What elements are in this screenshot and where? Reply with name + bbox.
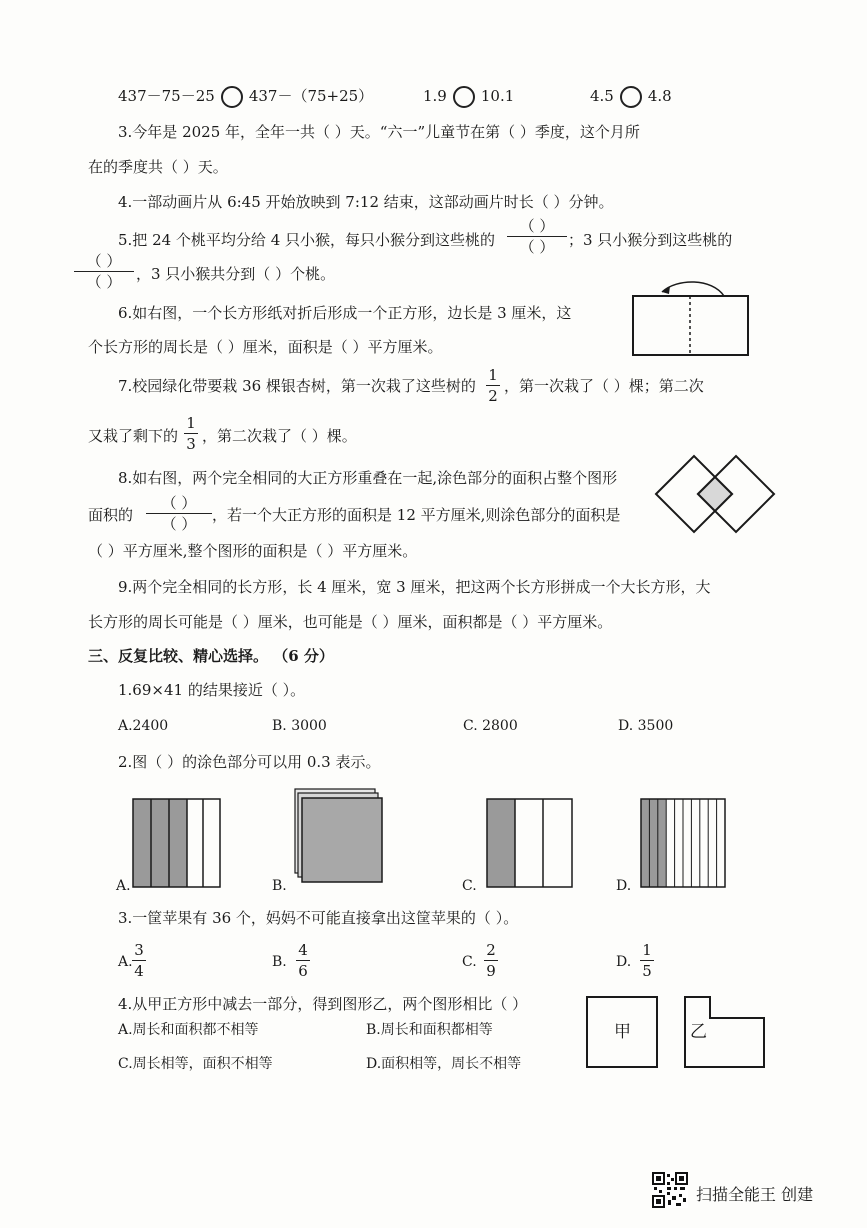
numerator: 4 (298, 941, 308, 959)
c3-option-b[interactable]: B. (272, 954, 287, 970)
c3-fraction-b (296, 941, 310, 980)
c2-figure-c (486, 798, 576, 890)
watermark-text: 扫描全能王 创建 (696, 1185, 814, 1204)
q7-line1b: ，第一次栽了（ ）棵；第二次 (504, 377, 704, 395)
c4-option-d[interactable]: D.面积相等，周长不相等 (366, 1056, 522, 1072)
q7-line1a: 7.校园绿化带要栽 36 棵银杏树，第一次栽了这些树的 (118, 377, 476, 395)
q3-line1: 3.今年是 2025 年，全年一共（ ）天。“六一”儿童节在第（ ）季度，这个月所 (118, 123, 640, 141)
q6-line2: 个长方形的周长是（ ）厘米，面积是（ ）平方厘米。 (88, 338, 443, 356)
c2-label-c[interactable]: C. (462, 878, 477, 894)
numerator-blank: （ ） (86, 252, 122, 270)
qr-code-icon (652, 1172, 688, 1208)
folded-rectangle-figure (632, 276, 749, 356)
c3-option-a[interactable]: A. (118, 954, 133, 970)
fraction-one-third (184, 414, 198, 453)
c1-question: 1.69×41 的结果接近（ ）。 (118, 681, 306, 699)
q8-fraction-blank[interactable] (146, 494, 212, 533)
c3-fraction-c (484, 941, 498, 980)
denominator: 2 (488, 387, 498, 405)
q9-line2: 长方形的周长可能是（ ）厘米，也可能是（ ）厘米，面积都是（ ）平方厘米。 (88, 613, 613, 631)
denominator: 4 (134, 962, 144, 980)
compare-2-right: 10.1 (480, 87, 515, 105)
c1-option-a[interactable]: A.2400 (118, 718, 169, 734)
numerator: 1 (642, 941, 652, 959)
compare-3-left: 4.5 (590, 87, 614, 105)
section-3-title: 三、反复比较、精心选择。 （6 分） (88, 647, 334, 665)
c2-label-a[interactable]: A. (116, 878, 131, 894)
numerator: 1 (186, 414, 196, 432)
denominator-blank: （ ） (86, 273, 122, 291)
q5-fraction-blank-1[interactable] (507, 217, 567, 256)
label-jia: 甲 (614, 1022, 631, 1042)
q4-line1: 4.一部动画片从 6:45 开始放映到 7:12 结束，这部动画片时长（ ）分钟。 (118, 193, 614, 211)
c2-label-b[interactable]: B. (272, 878, 287, 894)
overlapping-squares-figure (654, 452, 778, 536)
c2-label-d[interactable]: D. (616, 878, 632, 894)
denominator: 9 (486, 962, 496, 980)
denominator: 5 (642, 962, 652, 980)
compare-circle[interactable] (221, 86, 243, 108)
c4-option-c[interactable]: C.周长相等，面积不相等 (118, 1056, 273, 1072)
q5-line1a: 5.把 24 个桃平均分给 4 只小猴，每只小猴分到这些桃的 (118, 231, 496, 249)
c2-figure-a (132, 798, 222, 890)
q5-line2: ，3 只小猴共分到（ ）个桃。 (136, 265, 336, 283)
q8-line1: 8.如右图，两个完全相同的大正方形重叠在一起,涂色部分的面积占整个图形 (118, 469, 618, 487)
q3-line2: 在的季度共（ ）天。 (88, 158, 228, 176)
denominator: 6 (298, 962, 308, 980)
compare-2-left: 1.9 (423, 87, 447, 105)
compare-1-left: 437－75－25 (118, 87, 215, 105)
c1-option-c[interactable]: C. 2800 (463, 718, 518, 734)
numerator-blank: （ ） (519, 217, 555, 235)
q7-line2a: 又栽了剩下的 (88, 427, 179, 445)
compare-row (118, 86, 373, 108)
c4-option-a[interactable]: A.周长和面积都不相等 (118, 1022, 259, 1038)
numerator: 3 (134, 941, 144, 959)
c3-option-d[interactable]: D. (616, 954, 632, 970)
c4-option-b[interactable]: B.周长和面积都相等 (366, 1022, 493, 1038)
q5-fraction-blank-2[interactable] (74, 252, 134, 291)
q6-line1: 6.如右图，一个长方形纸对折后形成一个正方形，边长是 3 厘米，这 (118, 304, 572, 322)
q8-line3: （ ）平方厘米,整个图形的面积是（ ）平方厘米。 (88, 542, 418, 560)
numerator-blank: （ ） (161, 494, 197, 512)
c3-question: 3.一筐苹果有 36 个，妈妈不可能直接拿出这筐苹果的（ ）。 (118, 909, 519, 927)
c2-question: 2.图（ ）的涂色部分可以用 0.3 表示。 (118, 753, 381, 771)
compare-3-right: 4.8 (647, 87, 672, 105)
c2-figure-b (294, 788, 384, 886)
c3-fraction-d (640, 941, 654, 980)
denominator-blank: （ ） (161, 515, 197, 533)
c1-option-d[interactable]: D. 3500 (618, 718, 674, 734)
c1-option-b[interactable]: B. 3000 (272, 718, 327, 734)
c2-figure-d (640, 798, 730, 890)
q8-line2a: 面积的 (88, 506, 134, 524)
q5-line1b: ；3 只小猴分到这些桃的 (568, 231, 733, 249)
fraction-one-half (486, 366, 500, 405)
label-yi: 乙 (690, 1022, 707, 1042)
compare-1-right: 437－（75+25） (248, 87, 374, 105)
compare-circle[interactable] (453, 86, 475, 108)
q8-line2b: ，若一个大正方形的面积是 12 平方厘米,则涂色部分的面积是 (212, 506, 621, 524)
compare-row-3 (590, 86, 672, 108)
q7-line2b: ，第二次栽了（ ）棵。 (202, 427, 357, 445)
c3-fraction-a (132, 941, 146, 980)
compare-row-2 (423, 86, 514, 108)
denominator: 3 (186, 435, 196, 453)
denominator-blank: （ ） (519, 238, 555, 256)
compare-circle[interactable] (620, 86, 642, 108)
numerator: 1 (488, 366, 498, 384)
c4-question: 4.从甲正方形中减去一部分，得到图形乙，两个图形相比（ ） (118, 995, 528, 1013)
q9-line1: 9.两个完全相同的长方形，长 4 厘米，宽 3 厘米，把这两个长方形拼成一个大长方形，大 (118, 578, 711, 596)
numerator: 2 (486, 941, 496, 959)
c3-option-c[interactable]: C. (462, 954, 477, 970)
